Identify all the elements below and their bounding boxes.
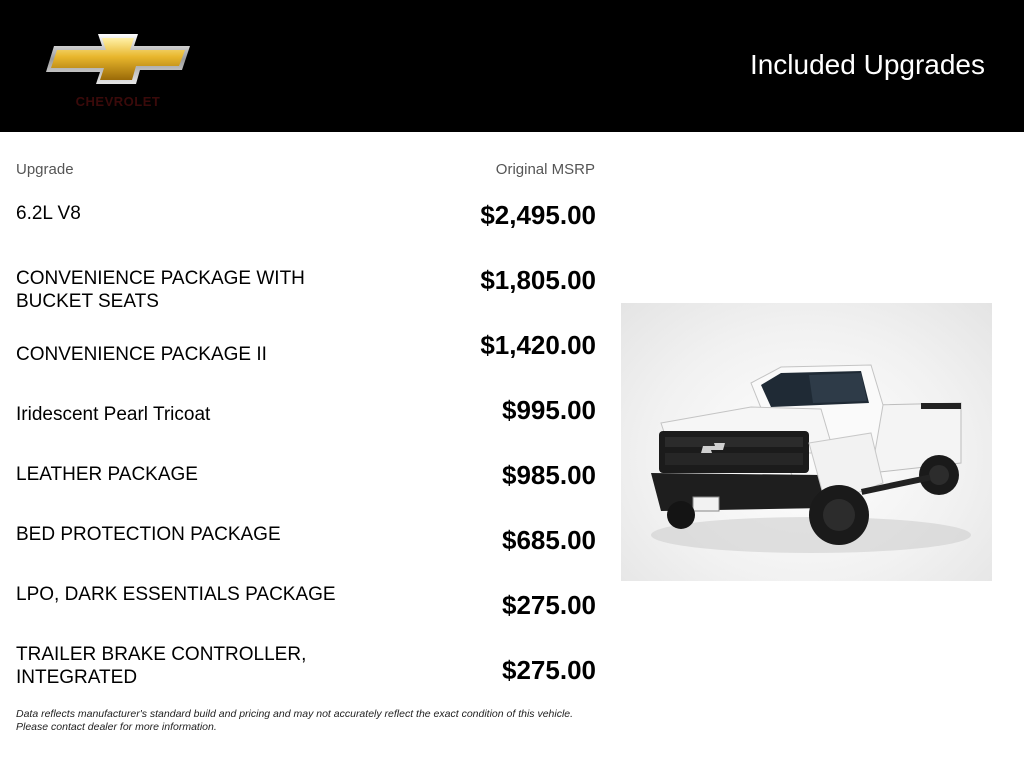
vehicle-photo	[621, 303, 992, 581]
upgrade-name: CONVENIENCE PACKAGE WITH BUCKET SEATS	[16, 268, 305, 312]
upgrade-name: LEATHER PACKAGE	[16, 464, 198, 485]
upgrade-price: $1,805.00	[480, 265, 596, 295]
upgrade-name: CONVENIENCE PACKAGE II	[16, 344, 267, 365]
table-row	[16, 261, 596, 326]
table-row	[16, 196, 596, 261]
brand-wordmark: CHEVROLET	[75, 94, 161, 109]
upgrade-price: $985.00	[502, 460, 596, 490]
table-row	[16, 456, 596, 521]
header-bar	[0, 0, 1024, 132]
table-row	[16, 391, 596, 456]
upgrade-price: $685.00	[502, 525, 596, 555]
disclaimer-line: Data reflects manufacturer's standard build and pricing and may not accurately reflect the exact condition of this vehicle.	[16, 708, 574, 720]
upgrade-name: TRAILER BRAKE CONTROLLER, INTEGRATED	[16, 644, 307, 688]
table-row	[16, 521, 596, 586]
white-pickup-truck-illustration	[621, 303, 992, 581]
upgrade-column-header: Upgrade	[16, 161, 74, 178]
msrp-column-header: Original MSRP	[495, 161, 595, 178]
upgrades-table	[16, 196, 596, 716]
upgrade-name: BED PROTECTION PACKAGE	[16, 524, 281, 545]
upgrade-price: $275.00	[502, 590, 596, 620]
upgrade-price: $2,495.00	[480, 200, 596, 230]
upgrade-name: Iridescent Pearl Tricoat	[16, 404, 211, 425]
upgrade-price: $275.00	[502, 655, 596, 685]
chevrolet-bowtie-icon	[42, 32, 194, 112]
upgrade-name: LPO, DARK ESSENTIALS PACKAGE	[16, 584, 336, 605]
table-row	[16, 586, 596, 651]
disclaimer-line: Please contact dealer for more information.	[16, 720, 217, 733]
upgrade-price: $995.00	[502, 395, 596, 425]
page-title: Included Upgrades	[749, 49, 985, 80]
upgrade-price: $1,420.00	[480, 330, 596, 360]
disclaimer-footnote	[16, 708, 616, 733]
table-row	[16, 644, 596, 716]
table-row	[16, 326, 596, 391]
upgrade-name: 6.2L V8	[16, 203, 81, 224]
